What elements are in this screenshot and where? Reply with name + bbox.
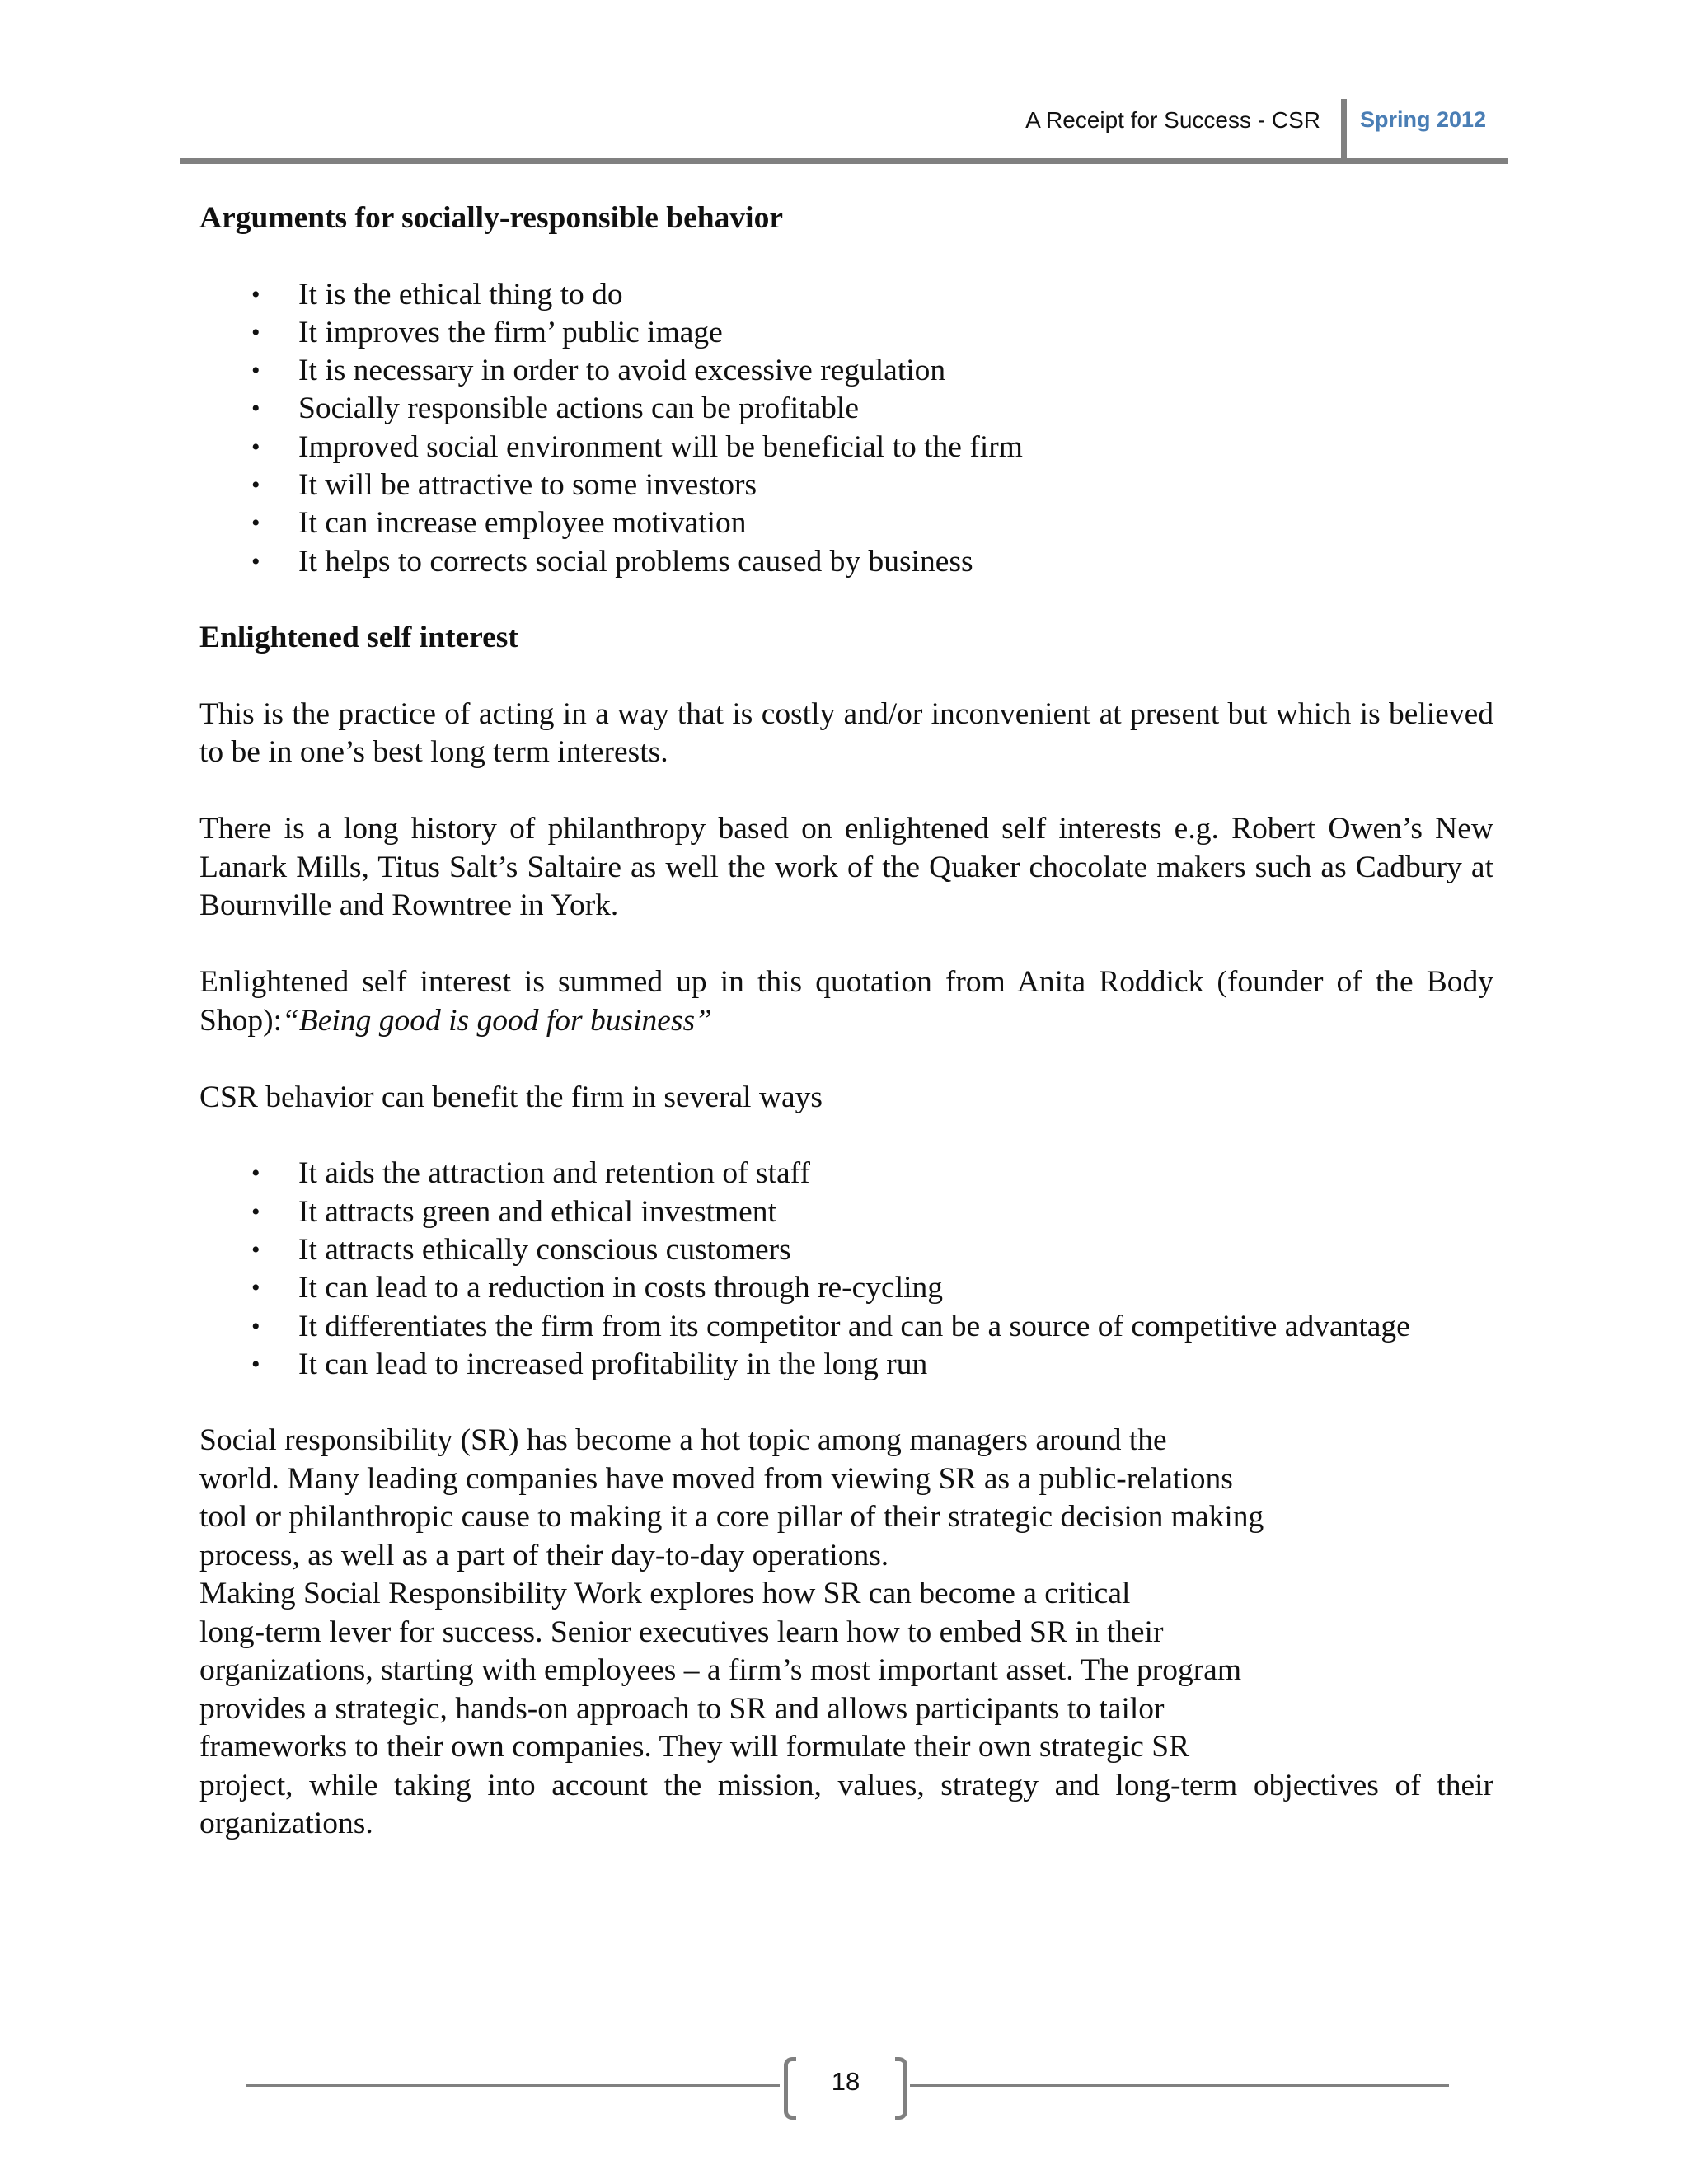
bullet-icon: •	[251, 509, 260, 537]
page-footer	[246, 2052, 1449, 2118]
footer-rule-left	[246, 2084, 780, 2087]
list-item: • It can lead to increased profitability in the long run	[199, 1346, 1493, 1384]
list-item: • It differentiates the firm from its competitor and can be a source of competitive advantage	[199, 1308, 1493, 1346]
text-line: Making Social Responsibility Work explores how SR can become a critical	[199, 1577, 1131, 1611]
header-title: A Receipt for Success - CSR	[1025, 107, 1320, 133]
paragraph-history: There is a long history of philanthropy based on enlightened self interests e.g. Robert Owen’s New Lanark Mills, Titus Salt’s Saltaire as well the work of the Quaker chocolate makers such as Cadbury at Bournville and Rowntree in York.	[199, 812, 1493, 923]
benefits-list	[199, 1155, 1493, 1384]
text-line: organizations.	[199, 1807, 373, 1841]
list-item: • Socially responsible actions can be profitable	[199, 390, 1493, 428]
text-line: project, while taking into account the mission, values, strategy and long-term objectives of their	[199, 1768, 1493, 1802]
text-line: process, as well as a part of their day-to-day operations.	[199, 1538, 889, 1572]
section-heading-enlightened: Enlightened self interest	[199, 620, 518, 654]
page-number: 18	[831, 2067, 860, 2096]
bullet-icon: •	[251, 357, 260, 385]
paragraph-quotation: Enlightened self interest is summed up in this quotation from Anita Roddick (founder of the Body Shop):“Being good is good for business”	[199, 965, 1493, 1038]
roddick-quote: “Being good is good for business”	[282, 1003, 712, 1038]
text-line: long-term lever for success. Senior executives learn how to embed SR in their	[199, 1615, 1164, 1649]
left-bracket-icon	[784, 2057, 796, 2120]
bullet-icon: •	[251, 1274, 260, 1302]
section-heading-arguments: Arguments for socially-responsible behavior	[199, 201, 783, 235]
text-line: tool or philanthropic cause to making it a core pillar of their strategic decision making	[199, 1500, 1264, 1535]
bullet-icon: •	[251, 547, 260, 575]
bullet-icon: •	[251, 318, 260, 346]
text-line: organizations, starting with employees – a firm’s most important asset. The program	[199, 1653, 1241, 1688]
list-item: • It can lead to a reduction in costs through re-cycling	[199, 1269, 1493, 1307]
text-line: Social responsibility (SR) has become a hot topic among managers around the	[199, 1423, 1167, 1458]
list-item: • It is the ethical thing to do	[199, 276, 1493, 314]
header-rule	[180, 158, 1508, 164]
list-item: • It is necessary in order to avoid excessive regulation	[199, 352, 1493, 390]
text-line: world. Many leading companies have moved from viewing SR as a public-relations	[199, 1461, 1233, 1496]
list-item: • Improved social environment will be beneficial to the firm	[199, 429, 1493, 466]
bullet-icon: •	[251, 433, 260, 461]
bullet-icon: •	[251, 1197, 260, 1226]
header-date: Spring 2012	[1360, 107, 1487, 132]
footer-rule-right	[910, 2084, 1449, 2087]
list-item: • It can increase employee motivation	[199, 504, 1493, 542]
bullet-icon: •	[251, 395, 260, 423]
list-item: • It aids the attraction and retention of staff	[199, 1155, 1493, 1193]
page-content	[199, 199, 1493, 1844]
page-header	[180, 97, 1508, 163]
header-divider	[1341, 99, 1347, 160]
text-line: provides a strategic, hands-on approach to SR and allows participants to tailor	[199, 1691, 1165, 1726]
right-bracket-icon	[895, 2057, 907, 2120]
bullet-icon: •	[251, 1312, 260, 1340]
bullet-icon: •	[251, 280, 260, 308]
list-item: • It improves the firm’ public image	[199, 314, 1493, 352]
list-item: • It will be attractive to some investors	[199, 466, 1493, 504]
arguments-list	[199, 276, 1493, 581]
bullet-icon: •	[251, 1235, 260, 1263]
list-item: • It attracts green and ethical investment	[199, 1193, 1493, 1231]
bullet-icon: •	[251, 1160, 260, 1188]
paragraph-social-responsibility	[199, 1422, 1493, 1844]
list-item: • It attracts ethically conscious customers	[199, 1231, 1493, 1269]
list-item: • It helps to corrects social problems caused by business	[199, 543, 1493, 581]
bullet-icon: •	[251, 471, 260, 499]
paragraph-benefits-intro: CSR behavior can benefit the firm in several ways	[199, 1080, 823, 1114]
text-line: frameworks to their own companies. They will formulate their own strategic SR	[199, 1730, 1190, 1765]
bullet-icon: •	[251, 1350, 260, 1378]
paragraph-definition: This is the practice of acting in a way that is costly and/or inconvenient at present but which is believed to be in one’s best long term interests.	[199, 696, 1493, 770]
